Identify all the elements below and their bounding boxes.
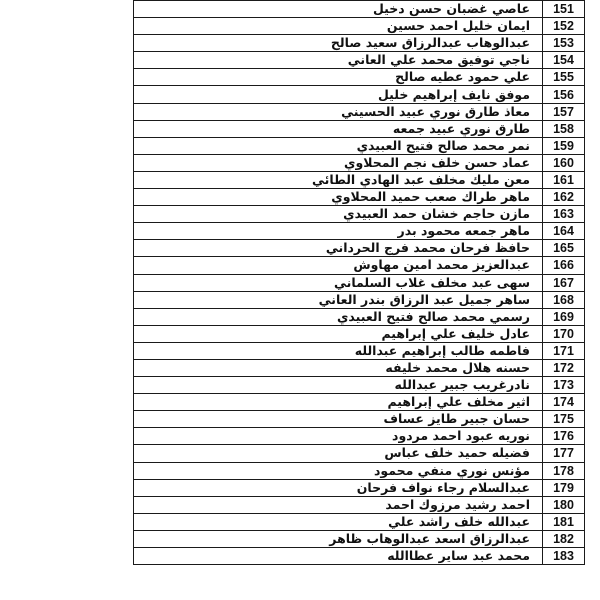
row-number-cell: 162 bbox=[543, 189, 585, 206]
table-row bbox=[134, 257, 585, 274]
row-number-cell: 170 bbox=[543, 325, 585, 342]
name-cell: نمر محمد صالح فتيح العبيدي bbox=[134, 137, 543, 154]
name-cell: عبدالسلام رجاء نواف فرحان bbox=[134, 479, 543, 496]
name-cell: حسنه هلال محمد خليفه bbox=[134, 359, 543, 376]
name-cell: ماهر طراك صعب حميد المحلاوي bbox=[134, 189, 543, 206]
names-table-body bbox=[134, 1, 585, 565]
table-row bbox=[134, 479, 585, 496]
row-number-cell: 163 bbox=[543, 206, 585, 223]
name-cell: عادل خليف علي إبراهيم bbox=[134, 325, 543, 342]
row-number-cell: 172 bbox=[543, 359, 585, 376]
table-row bbox=[134, 18, 585, 35]
name-cell: فضيله حميد خلف عباس bbox=[134, 445, 543, 462]
name-cell: ساهر جميل عبد الرزاق بندر العاني bbox=[134, 291, 543, 308]
name-cell: مؤنس نوري منفي محمود bbox=[134, 462, 543, 479]
name-cell: عبدالله خلف راشد علي bbox=[134, 513, 543, 530]
table-row bbox=[134, 86, 585, 103]
row-number-cell: 152 bbox=[543, 18, 585, 35]
table-row bbox=[134, 291, 585, 308]
table-row bbox=[134, 223, 585, 240]
table-row bbox=[134, 137, 585, 154]
row-number-cell: 167 bbox=[543, 274, 585, 291]
name-cell: موفق نايف إبراهيم خليل bbox=[134, 86, 543, 103]
row-number-cell: 180 bbox=[543, 496, 585, 513]
table-row bbox=[134, 171, 585, 188]
table-row bbox=[134, 189, 585, 206]
name-cell: ماهر جمعه محمود بدر bbox=[134, 223, 543, 240]
row-number-cell: 182 bbox=[543, 530, 585, 547]
name-cell: ناجي توفيق محمد علي العاني bbox=[134, 52, 543, 69]
name-cell: نادرغريب جبير عبدالله bbox=[134, 377, 543, 394]
table-row bbox=[134, 548, 585, 565]
table-row bbox=[134, 394, 585, 411]
row-number-cell: 183 bbox=[543, 548, 585, 565]
row-number-cell: 165 bbox=[543, 240, 585, 257]
name-cell: عاصي غضبان حسن دخيل bbox=[134, 1, 543, 18]
row-number-cell: 169 bbox=[543, 308, 585, 325]
name-cell: حسان جبير طايز عساف bbox=[134, 411, 543, 428]
table-row bbox=[134, 206, 585, 223]
row-number-cell: 153 bbox=[543, 35, 585, 52]
row-number-cell: 178 bbox=[543, 462, 585, 479]
row-number-cell: 179 bbox=[543, 479, 585, 496]
name-cell: فاطمه طالب إبراهيم عبدالله bbox=[134, 342, 543, 359]
row-number-cell: 171 bbox=[543, 342, 585, 359]
table-row bbox=[134, 530, 585, 547]
row-number-cell: 177 bbox=[543, 445, 585, 462]
table-row bbox=[134, 274, 585, 291]
table-row bbox=[134, 428, 585, 445]
name-cell: سهى عبد مخلف غلاب السلماني bbox=[134, 274, 543, 291]
name-cell: احمد رشيد مرزوك احمد bbox=[134, 496, 543, 513]
row-number-cell: 181 bbox=[543, 513, 585, 530]
table-row bbox=[134, 103, 585, 120]
row-number-cell: 156 bbox=[543, 86, 585, 103]
name-cell: محمد عبد ساير عطاالله bbox=[134, 548, 543, 565]
table-row bbox=[134, 35, 585, 52]
row-number-cell: 164 bbox=[543, 223, 585, 240]
name-cell: نوريه عبود احمد مردود bbox=[134, 428, 543, 445]
name-cell: اثير مخلف علي إبراهيم bbox=[134, 394, 543, 411]
row-number-cell: 161 bbox=[543, 171, 585, 188]
table-row bbox=[134, 496, 585, 513]
row-number-cell: 158 bbox=[543, 120, 585, 137]
name-cell: ايمان خليل احمد حسين bbox=[134, 18, 543, 35]
name-cell: حافظ فرحان محمد فرج الحرداني bbox=[134, 240, 543, 257]
name-cell: عبدالرزاق اسعد عبدالوهاب ظاهر bbox=[134, 530, 543, 547]
row-number-cell: 154 bbox=[543, 52, 585, 69]
row-number-cell: 176 bbox=[543, 428, 585, 445]
table-row bbox=[134, 240, 585, 257]
name-cell: عماد حسن خلف نجم المحلاوي bbox=[134, 154, 543, 171]
table-row bbox=[134, 342, 585, 359]
row-number-cell: 159 bbox=[543, 137, 585, 154]
name-cell: عبدالوهاب عبدالرزاق سعيد صالح bbox=[134, 35, 543, 52]
row-number-cell: 175 bbox=[543, 411, 585, 428]
table-row bbox=[134, 445, 585, 462]
row-number-cell: 174 bbox=[543, 394, 585, 411]
table-row bbox=[134, 513, 585, 530]
table-row bbox=[134, 462, 585, 479]
table-row bbox=[134, 154, 585, 171]
row-number-cell: 168 bbox=[543, 291, 585, 308]
name-cell: علي حمود عطيه صالح bbox=[134, 69, 543, 86]
name-cell: رسمي محمد صالح فتيح العبيدي bbox=[134, 308, 543, 325]
table-row bbox=[134, 120, 585, 137]
row-number-cell: 157 bbox=[543, 103, 585, 120]
name-cell: معاذ طارق نوري عبيد الحسيني bbox=[134, 103, 543, 120]
name-cell: عبدالعزيز محمد امين مهاوش bbox=[134, 257, 543, 274]
name-cell: معن مليك مخلف عبد الهادي الطائي bbox=[134, 171, 543, 188]
table-row bbox=[134, 377, 585, 394]
table-row bbox=[134, 69, 585, 86]
row-number-cell: 160 bbox=[543, 154, 585, 171]
table-row bbox=[134, 1, 585, 18]
row-number-cell: 155 bbox=[543, 69, 585, 86]
table-row bbox=[134, 359, 585, 376]
table-row bbox=[134, 308, 585, 325]
names-table bbox=[133, 0, 585, 565]
table-row bbox=[134, 411, 585, 428]
name-cell: طارق نوري عبيد جمعه bbox=[134, 120, 543, 137]
table-row bbox=[134, 52, 585, 69]
row-number-cell: 173 bbox=[543, 377, 585, 394]
table-row bbox=[134, 325, 585, 342]
row-number-cell: 151 bbox=[543, 1, 585, 18]
row-number-cell: 166 bbox=[543, 257, 585, 274]
name-cell: مازن حاجم خشان حمد العبيدي bbox=[134, 206, 543, 223]
